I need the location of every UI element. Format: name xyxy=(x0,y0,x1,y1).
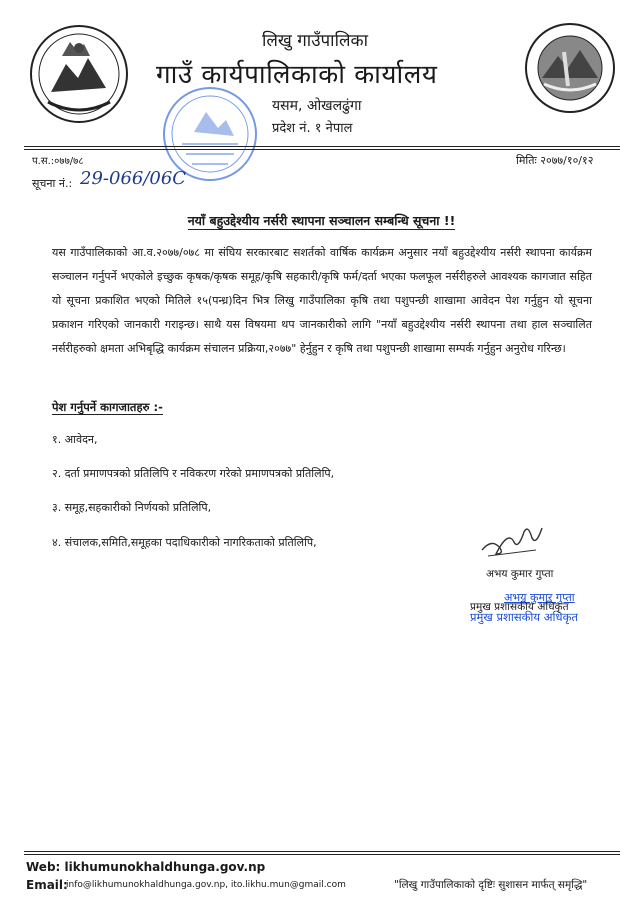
signatory-title: प्रमुख प्रशासकीय अधिकृत xyxy=(470,601,569,613)
notice-number-label: सूचना नं.: xyxy=(32,177,73,190)
nepal-emblem-logo xyxy=(26,22,132,126)
handwritten-signature xyxy=(478,520,546,560)
signatory-name: अभय कुमार गुप्ता xyxy=(486,568,554,580)
documents-heading xyxy=(52,400,163,415)
letter-number: प.स.:०७७/७८ xyxy=(32,156,84,167)
stamp-name: अभय कुमार गुप्ता xyxy=(504,591,575,604)
document-item-3: ३. समूह,सहकारीको निर्णयको प्रतिलिपि, xyxy=(52,501,212,514)
stamp-title: प्रमुख प्रशासकीय अधिकृत xyxy=(470,610,578,624)
document-item-2: २. दर्ता प्रमाणपत्रको प्रतिलिपि र नविकरण गरेको प्रमाणपत्रको प्रतिलिपि, xyxy=(52,467,335,480)
address-line2: प्रदेश नं. १ नेपाल xyxy=(272,121,353,136)
footer-slogan: "लिखु गाउँपालिकाको दृष्टिः सुशासन मार्फत् समृद्धि" xyxy=(394,879,588,891)
notice-number-handwritten: 29-066/06C xyxy=(80,168,187,189)
municipality-name: लिखु गाउँपालिका xyxy=(262,31,368,51)
header-divider xyxy=(24,146,620,147)
footer-website: Web: likhumunokhaldhunga.gov.np xyxy=(26,860,266,874)
address-line1: यसम, ओखलढुंगा xyxy=(272,98,362,114)
letter-date: मितिः २०७७/१०/१२ xyxy=(516,154,594,167)
footer-email-label: Email: xyxy=(26,878,68,892)
notice-body: यस गाउँपालिकाको आ.व.२०७७/०७८ मा संघिय सरकारबाट सशर्तको वार्षिक कार्यक्रम अनुसार नयाँ बहुउद्देश्यीय नर्सरी स्थापना कार्यक्रम सञ्चालन गर्नुपर्ने भएकोले इच्छुक कृषक/कृषक समूह/कृषि सहकारी/कृषि फर्म/दर्ता भएका फलफूल नर्सरीहरुले आवश्यक कागजात सहित यो सूचना प्रकाशित भएको मितिले १५(पन्ध्र)दिन भित्र लिखु गाउँपालिका कृषि तथा पशुपन्छी शाखामा आवेदन पेश गर्नुहुन यो सूचना प्रकाशन गरिएको जानकारी गराइन्छ। साथै यस विषयमा थप जानकारीको लागि "नयाँ बहुउद्देश्यीय नर्सरी स्थापना तथा हाल सञ्चालित नर्सरीहरुको क्षमता अभिबृद्धि कार्यक्रम संचालन प्रक्रिया,२०७७" हेर्नुहुन र कृषि तथा पशुपन्छी शाखामा सम्पर्क गर्नुहुन अनुरोध गरिन्छ। xyxy=(52,246,592,355)
notice-title xyxy=(0,212,643,229)
footer-email: info@likhumunokhaldhunga.gov.np, ito.likhu.mun@gmail.com xyxy=(66,880,346,890)
document-item-4: ४. संचालक,समिति,समूहका पदाधिकारीको नागरिकताको प्रतिलिपि, xyxy=(52,536,317,549)
document-item-1: १. आवेदन, xyxy=(52,433,98,446)
municipality-seal-logo xyxy=(524,22,616,114)
header-divider-2 xyxy=(24,149,620,150)
footer-divider xyxy=(24,851,620,852)
footer-divider-2 xyxy=(24,854,620,855)
office-name: गाउँ कार्यपालिकाको कार्यालय xyxy=(156,60,438,90)
notice-title-text: नयाँ बहुउद्देश्यीय नर्सरी स्थापना सञ्चालन सम्बन्धि सूचना !! xyxy=(187,213,456,228)
documents-heading-text: पेश गर्नुपर्ने कागजातहरु :- xyxy=(52,400,163,414)
